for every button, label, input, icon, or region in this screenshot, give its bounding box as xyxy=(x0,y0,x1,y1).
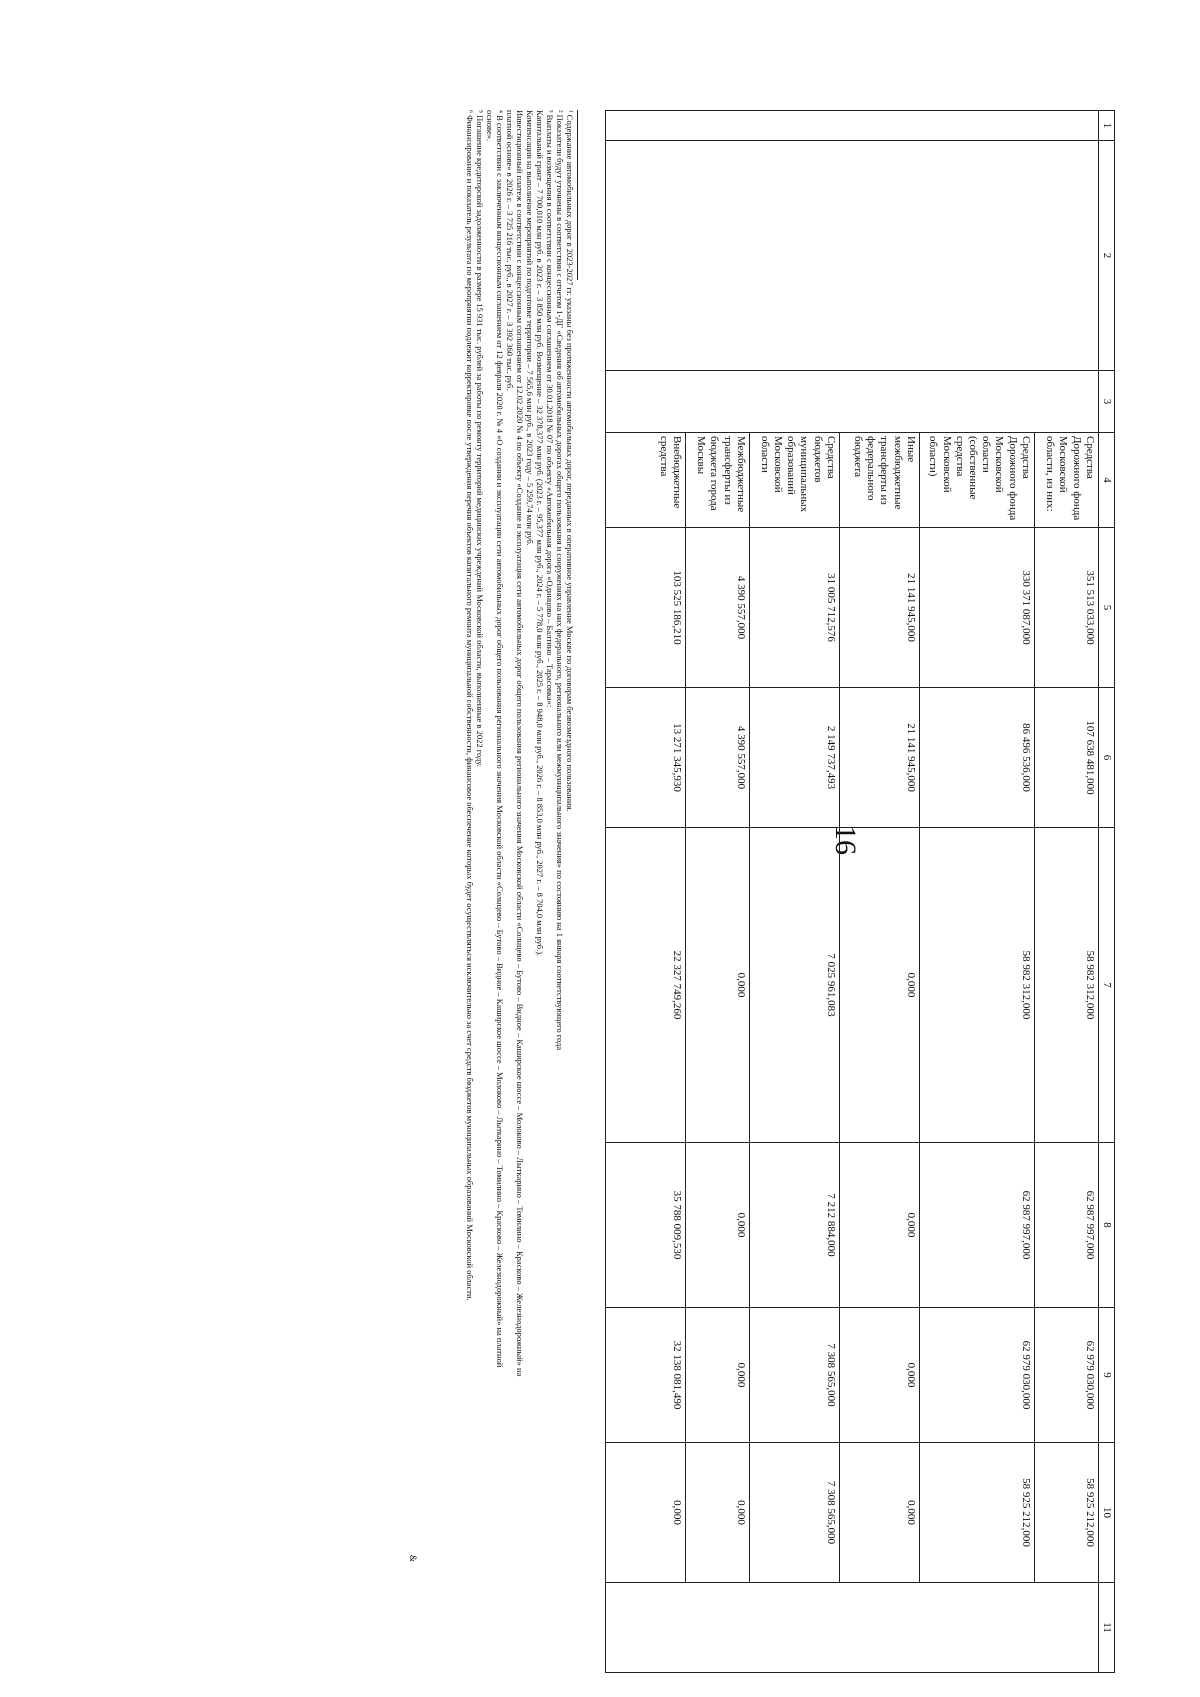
stray-mark: & xyxy=(408,1555,418,1563)
footnote: ⁵ Погашение кредиторской задолженности в размере 15 931 тыс. рублей за работы по ремонту территорий медицинских учреждений Московской области, выполненные в 2022 году. xyxy=(475,110,485,767)
source-name: Межбюджетные трансферты из бюджета города Москвы xyxy=(685,433,749,528)
footnote: ³ Выплаты и возмещения в соответствии с концессионным соглашением от 30.01.2018 № 07 по объекту «Автомобильная дорога «Одинцово – Балтино – Тарасовка»: xyxy=(545,110,555,708)
year-value: 13 271 345,930 xyxy=(605,688,685,828)
year-value: 7 308 565,000 xyxy=(749,1443,839,1583)
column-number: 11 xyxy=(1098,1583,1114,1673)
footnote: Инвестиционный платеж в соответствии с концессионным соглашением от 12.02.2020 № 4 по объекту «Создание и эксплуатация сети автомобильных дорог общего пользования регионального значения Московской области «Солнцево – Бутово – Видное – Каширское шоссе – Молоково – Лыткарино – Томилино – Красково – Железнодорожный» на xyxy=(515,110,525,1377)
total-value: 4 390 557,000 xyxy=(685,528,749,688)
year-value: 0,000 xyxy=(685,1443,749,1583)
column-number-row xyxy=(1098,111,1114,1673)
footnote: ¹ Содержание автомобильных дорог в 2023-2027 гг. указаны без протяженности автомобильных дорог, переданных в оперативное управление Москве по договорам безвозмездного пользования. xyxy=(565,110,575,812)
year-value: 0,000 xyxy=(839,1143,919,1308)
year-value: 0,000 xyxy=(839,1443,919,1583)
empty-cell xyxy=(605,1583,1098,1673)
year-value: 62 987 997,000 xyxy=(1034,1143,1098,1308)
page-number: 16 xyxy=(829,825,862,855)
footnote-separator xyxy=(577,110,578,280)
column-number: 2 xyxy=(1098,141,1114,371)
footnote: платной основе» в 2026 г. – 3 725 216 тыс. руб., в 2027 г. – 3 392 360 тыс. руб. xyxy=(505,110,515,391)
footnote: ⁶ Финансирование и показатель результата по мероприятии подлежит корректировке после утверждения перечня объектов капитального ремонта муниципальной собственности, финансовое обеспечение которых будет осуществляться исключительно за счет средств бюджетов муниципальных образований Московской области. xyxy=(465,110,475,1301)
year-value: 7 308 565,000 xyxy=(749,1308,839,1443)
total-value: 31 005 712,576 xyxy=(749,528,839,688)
year-value: 4 390 557,000 xyxy=(685,688,749,828)
year-value: 32 138 081,490 xyxy=(605,1308,685,1443)
empty-cell xyxy=(605,371,1098,433)
footnotes xyxy=(465,110,578,1460)
source-name: Иные межбюджетные трансферты из федерального бюджета xyxy=(839,433,919,528)
total-value: 21 141 945,000 xyxy=(839,528,919,688)
empty-cell xyxy=(605,111,1098,141)
year-value: 58 982 312,000 xyxy=(1034,828,1098,1143)
year-value: 0,000 xyxy=(685,1308,749,1443)
year-value: 0,000 xyxy=(685,1143,749,1308)
total-value: 330 371 087,000 xyxy=(919,528,1034,688)
column-number: 10 xyxy=(1098,1443,1114,1583)
column-number: 5 xyxy=(1098,528,1114,688)
footnote: ⁴ В соответствии с заключенным концессионным соглашением от 12 февраля 2020 г. № 4 «О создании и эксплуатации сети автомобильных дорог общего пользования регионального значения Московской области «Солнцево – Бутово – Видное – Каширское шоссе – Молоково – Лыткарино – Томилино – Красково – Железнодорожный» на платной xyxy=(495,110,505,1368)
year-value: 7 212 884,000 xyxy=(749,1143,839,1308)
table-row xyxy=(1034,111,1098,1673)
year-value: 62 987 997,000 xyxy=(919,1143,1034,1308)
year-value: 0,000 xyxy=(839,1308,919,1443)
year-value: 35 788 009,530 xyxy=(605,1143,685,1308)
footnote: Компенсации на выполнение мероприятий по подготовке территории – 7 565,6 млн руб., в 2023 году – 5 259,74 млн руб. xyxy=(525,110,535,546)
column-number: 7 xyxy=(1098,828,1114,1143)
footnote: Капитальный грант – 7 700,010 млн руб. в 2023 г. – 3 850 млн руб. Возмещение – 32 378,377 млн руб. (2023 г. – 95,377 млн руб., 2024 г. – 5 778,0 млн руб., 2025 г. – 8 948,0 млн руб., 2026 г. – 8 853,0 млн руб., 2027 г. – 8 704,0 млн руб.). xyxy=(535,110,545,957)
year-value: 21 141 945,000 xyxy=(839,688,919,828)
footnote: ² Показатели будут уточнены в соответствии с отчетом 1-ДГ «Сведения об автомобильных дорогах общего пользования и сооружениях на них федерального, регионального или межмуниципального значения» по состоянию на 1 января соответствующего года xyxy=(555,110,565,1051)
year-value: 0,000 xyxy=(685,828,749,1143)
year-value: 62 979 030,000 xyxy=(1034,1308,1098,1443)
source-name: Внебюджетные средства xyxy=(605,433,685,528)
year-value: 58 925 212,000 xyxy=(919,1443,1034,1583)
year-value: 22 327 749,260 xyxy=(605,828,685,1143)
total-value: 103 525 186,210 xyxy=(605,528,685,688)
funding-table xyxy=(605,110,1115,1673)
source-name: Средства бюджетов муниципальных образований Московской области xyxy=(749,433,839,528)
total-value: 351 513 033,000 xyxy=(1034,528,1098,688)
source-name: Средства Дорожного фонда Московской области, из них: xyxy=(1034,433,1098,528)
column-number: 9 xyxy=(1098,1308,1114,1443)
column-number: 4 xyxy=(1098,433,1114,528)
footnote: основе». xyxy=(485,110,495,142)
column-number: 3 xyxy=(1098,371,1114,433)
year-value: 58 925 212,000 xyxy=(1034,1443,1098,1583)
year-value: 107 638 481,000 xyxy=(1034,688,1098,828)
column-number: 1 xyxy=(1098,111,1114,141)
year-value: 62 979 030,000 xyxy=(919,1308,1034,1443)
empty-cell xyxy=(605,141,1098,371)
year-value: 7 025 961,083 xyxy=(749,828,839,1143)
source-name: Средства Дорожного фонда Московской области (собственные средства Московской области) xyxy=(919,433,1034,528)
year-value: 58 982 312,000 xyxy=(919,828,1034,1143)
year-value: 0,000 xyxy=(605,1443,685,1583)
column-number: 8 xyxy=(1098,1143,1114,1308)
year-value: 0,000 xyxy=(839,828,919,1143)
year-value: 2 149 737,493 xyxy=(749,688,839,828)
year-value: 86 496 536,000 xyxy=(919,688,1034,828)
column-number: 6 xyxy=(1098,688,1114,828)
